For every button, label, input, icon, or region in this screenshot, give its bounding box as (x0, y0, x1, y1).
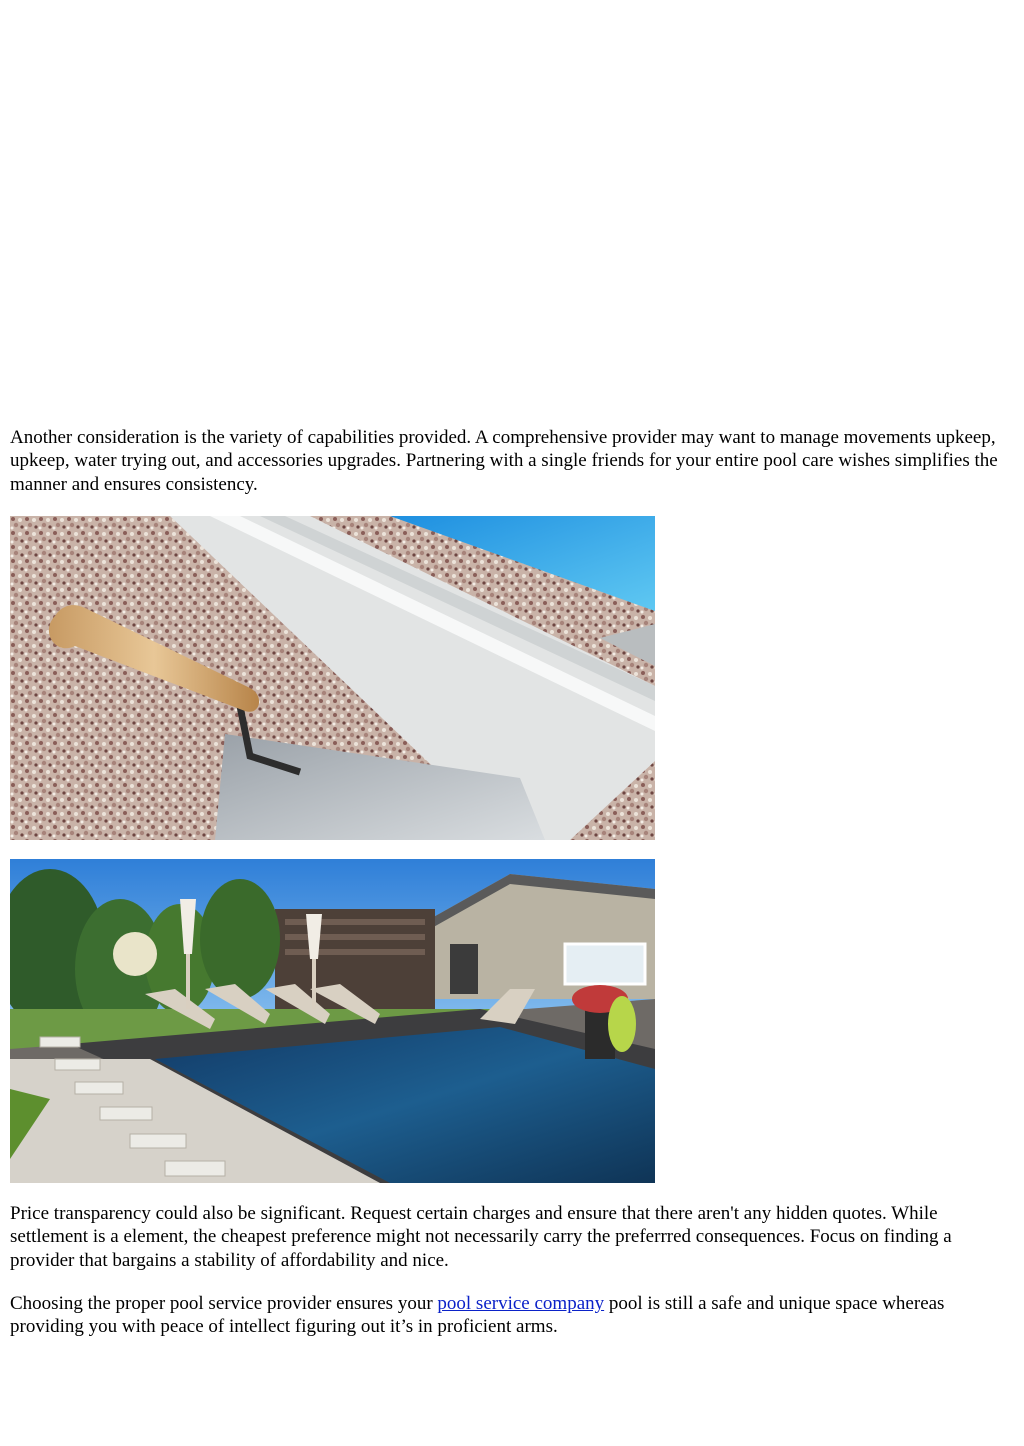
backyard-pool-image (10, 859, 655, 1183)
trowel-pool-deck-image (10, 516, 655, 840)
paragraph-pricing: Price transparency could also be significant. Request certain charges and ensure that there aren't any hidden quotes. While settlement is a element, the cheapest preference might not necessarily carry the preferrred consequences. Focus on finding a provider that bargains a stability of affordability and nice. (10, 1203, 952, 1271)
pool-service-company-link[interactable]: pool service company (437, 1293, 605, 1314)
paragraph-conclusion (10, 1292, 1016, 1339)
conclusion-text-end: pool is still a safe and unique space whereas providing you with peace of intellect figuring out it’s in proficient arms. (10, 1293, 945, 1338)
paragraph-services: Another consideration is the variety of capabilities provided. A comprehensive provider may want to manage movements upkeep, upkeep, water trying out, and accessories upgrades. Partnering with a single friends for your entire pool care wishes simplifies the manner and ensures consistency. (10, 427, 998, 495)
conclusion-text-start: Choosing the proper pool service provider ensures your (10, 1293, 438, 1314)
